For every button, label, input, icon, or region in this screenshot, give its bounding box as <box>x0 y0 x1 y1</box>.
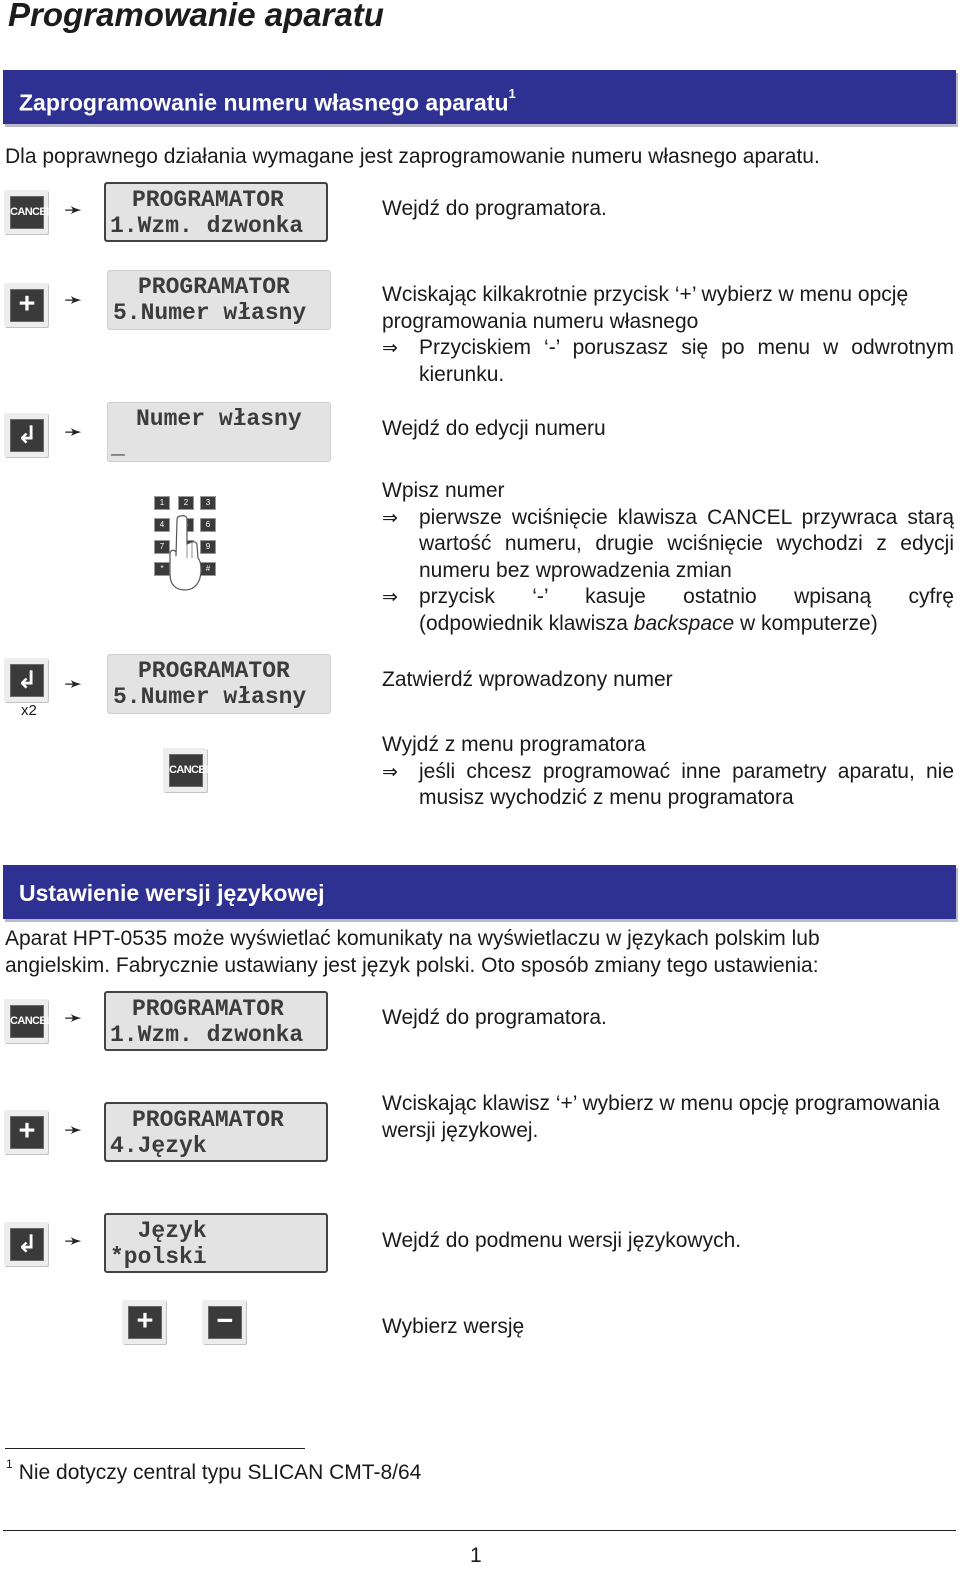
step-text: Zatwierdź wprowadzony numer <box>382 668 673 691</box>
intro-text: Dla poprawnego działania wymagane jest zaprogramowanie numeru własnego aparatu. <box>5 145 820 168</box>
section-banner-language <box>3 865 956 919</box>
step-text: Wyjdź z menu programatora <box>382 733 646 756</box>
arrow-icon: ➛ <box>64 672 83 697</box>
page-number: 1 <box>470 1544 482 1567</box>
arrow-icon: ➛ <box>64 420 83 445</box>
footnote-divider <box>5 1448 305 1449</box>
pointing-hand-icon <box>168 514 202 592</box>
press-twice-label: x2 <box>21 702 37 719</box>
step-text: Wciskając kilkakrotnie przycisk ‘+’ wybierz w menu opcję programowania numeru własnego <box>382 283 909 333</box>
lcd-display: PROGRAMATOR 5.Numer własny <box>107 654 331 714</box>
step-text: Wejdź do edycji numeru <box>382 417 606 440</box>
page-title: Programowanie aparatu <box>8 0 384 33</box>
step-text: Wciskając klawisz ‘+’ wybierz w menu opcję programowania wersji językowej. <box>382 1092 940 1142</box>
footnote-text: Nie dotyczy central typu SLICAN CMT-8/64 <box>18 1461 422 1484</box>
step-note: ⇒ jeśli chcesz programować inne parametry aparatu, nie musisz wychodzić z menu programatora <box>382 759 954 812</box>
step-text-block <box>382 732 954 812</box>
footnote-ref: 1 <box>508 86 516 101</box>
footnote-mark: 1 <box>6 1457 13 1471</box>
footnote <box>6 1457 422 1485</box>
lcd-display: PROGRAMATOR 4.Język <box>104 1102 328 1162</box>
plus-key-icon: + <box>122 1300 166 1344</box>
step-text: Wejdź do programatora. <box>382 1006 607 1029</box>
lcd-display: Język *polski <box>104 1213 328 1273</box>
cancel-key-icon: CANCEL <box>4 999 48 1043</box>
keypad-icon: 1 2 3 4 6 7 9 * # <box>150 492 224 592</box>
arrow-icon: ➛ <box>64 198 83 223</box>
enter-key-icon: ↲ <box>4 1222 48 1266</box>
lcd-display: Numer własny _ <box>107 402 331 462</box>
section-title: Zaprogramowanie numeru własnego aparatu <box>19 89 509 116</box>
cancel-key-icon: CANCEL <box>163 748 207 792</box>
arrow-icon: ➛ <box>64 1118 83 1143</box>
step-text-block <box>382 478 954 637</box>
intro-text: Aparat HPT-0535 może wyświetlać komunikaty na wyświetlaczu w językach polskim lub angielskim. Fabrycznie ustawiany jest język polski. Oto sposób zmiany tego ustawienia: <box>5 927 820 977</box>
step-note: ⇒ pierwsze wciśnięcie klawisza CANCEL przywraca starą wartość numeru, drugie wciśnięcie wychodzi z edycji numeru bez wprowadzenia zmian <box>382 505 954 585</box>
enter-key-icon: ↲ <box>4 413 48 457</box>
step-note: ⇒ przycisk ‘-’ kasuje ostatnio wpisaną cyfrę (odpowiednik klawisza backspace w komputerze) <box>382 584 954 637</box>
lcd-display: PROGRAMATOR 1.Wzm. dzwonka <box>104 182 328 242</box>
page-footer-divider <box>3 1530 956 1531</box>
step-text: Wybierz wersję <box>382 1315 525 1338</box>
section-banner-own-number <box>3 70 956 124</box>
lcd-display: PROGRAMATOR 5.Numer własny <box>107 270 331 330</box>
plus-key-icon: + <box>4 283 48 327</box>
step-text: Wejdź do podmenu wersji językowych. <box>382 1229 742 1252</box>
section-title: Ustawienie wersji językowej <box>19 880 325 906</box>
plus-key-icon: + <box>4 1110 48 1154</box>
enter-key-icon: ↲ <box>4 658 48 702</box>
lcd-display: PROGRAMATOR 1.Wzm. dzwonka <box>104 991 328 1051</box>
arrow-icon: ➛ <box>64 1006 83 1031</box>
step-text: Wpisz numer <box>382 479 505 502</box>
minus-key-icon: − <box>202 1300 246 1344</box>
step-text-block <box>382 282 954 388</box>
step-note: ⇒ Przyciskiem ‘-’ poruszasz się po menu w odwrotnym kierunku. <box>382 335 954 388</box>
step-text: Wejdź do programatora. <box>382 197 607 220</box>
cancel-key-icon: CANCEL <box>4 190 48 234</box>
arrow-icon: ➛ <box>64 288 83 313</box>
arrow-icon: ➛ <box>64 1229 83 1254</box>
